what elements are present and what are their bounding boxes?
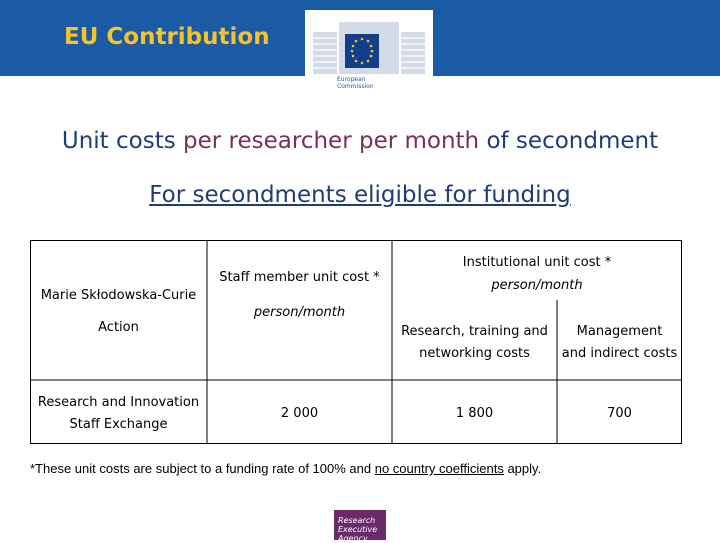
title-part-2: per researcher per month [183,128,480,154]
header-institutional-line-1: Institutional unit cost * [462,255,612,270]
row-action-line-2: Staff Exchange [69,417,168,432]
subheader-research-line-1: Research, training and [401,324,548,339]
header-institutional-line-2: person/month [491,278,583,293]
row-staff-value: 2 000 [280,406,319,421]
footnote-text-2: apply. [503,461,542,476]
research-executive-agency-logo [334,510,386,543]
page-subtitle: For secondments eligible for funding [149,182,571,208]
header-action-line-2: Action [98,320,139,335]
row-management-value: 700 [607,406,632,421]
subheader-management-line-1: Management [576,324,663,339]
footnote-link: no country coefficients [374,461,504,476]
header-staff-line-1: Staff member unit cost * [219,270,380,285]
logo-line-2: Commission [337,83,374,90]
commission-building-icon [305,10,433,76]
agency-line-2: Executive [338,525,378,534]
header-title: EU Contribution [64,24,270,50]
agency-line-3: Agency [338,534,368,543]
header-staff-line-2: person/month [253,305,346,320]
title-part-1: Unit costs [61,128,176,154]
row-research-value: 1 800 [455,406,494,421]
unit-cost-table [30,240,682,444]
european-commission-logo [305,10,433,100]
header-action-line-1: Marie Skłodowska-Curie [40,288,197,303]
row-action-line-1: Research and Innovation [37,395,200,410]
subheader-research-line-2: networking costs [419,346,530,361]
page-title [0,128,720,154]
footnote [30,461,541,476]
footnote-text-1: *These unit costs are subject to a funding rate of 100% and [30,461,375,476]
subheader-management-line-2: and indirect costs [561,346,678,361]
title-part-3: of secondment [486,128,659,154]
logo-line-1: European [337,76,366,83]
logo-caption [337,76,374,90]
agency-line-1: Research [338,516,376,525]
